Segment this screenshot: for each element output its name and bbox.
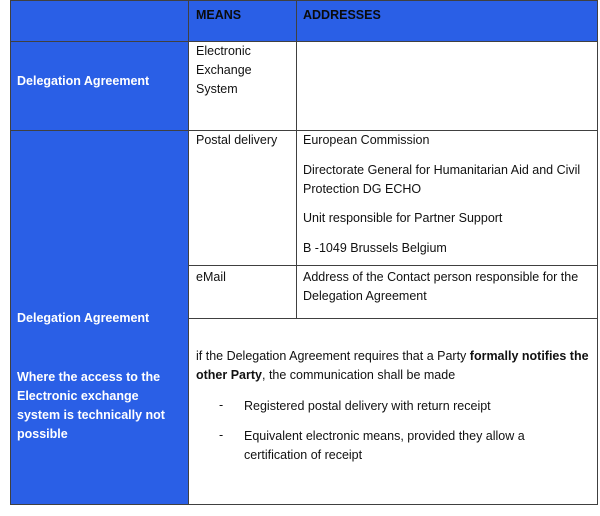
header-addresses-label: ADDRESSES (303, 8, 381, 22)
postal-address-line-3: Unit responsible for Partner Support (303, 211, 503, 225)
postal-means: Postal delivery (196, 133, 278, 147)
postal-address-line-4: B -1049 Brussels Belgium (303, 241, 447, 255)
email-address: Address of the Contact person responsible for the Delegation Agreement (303, 270, 579, 303)
header-means-label: MEANS (196, 8, 242, 22)
row2-sublabel: Where the access to the Electronic exchange system is technically not possible (17, 370, 165, 441)
row1-label: Delegation Agreement (17, 74, 150, 88)
header-left-cell (10, 0, 188, 41)
row1-means: Electronic Exchange System (196, 44, 252, 96)
bullet-dash-1: - (219, 398, 224, 412)
row2-label: Delegation Agreement (17, 311, 150, 325)
notice-item-1: Registered postal delivery with return receipt (244, 399, 491, 413)
notice-lead: if the Delegation Agreement requires that a Party (196, 349, 470, 363)
notice-item-2: Equivalent electronic means, provided they allow a certification of receipt (244, 429, 525, 462)
notice-tail: , the communication shall be made (262, 368, 456, 382)
email-means: eMail (196, 270, 226, 284)
notice-paragraph (196, 347, 591, 385)
postal-address-line-1: European Commission (303, 133, 430, 147)
delegation-table (10, 0, 598, 505)
postal-address-line-2: Directorate General for Humanitarian Aid and Civil Protection DG ECHO (303, 163, 581, 196)
notice-bold: formally notifies the other Party (196, 349, 589, 382)
bullet-dash-2: - (219, 428, 224, 442)
